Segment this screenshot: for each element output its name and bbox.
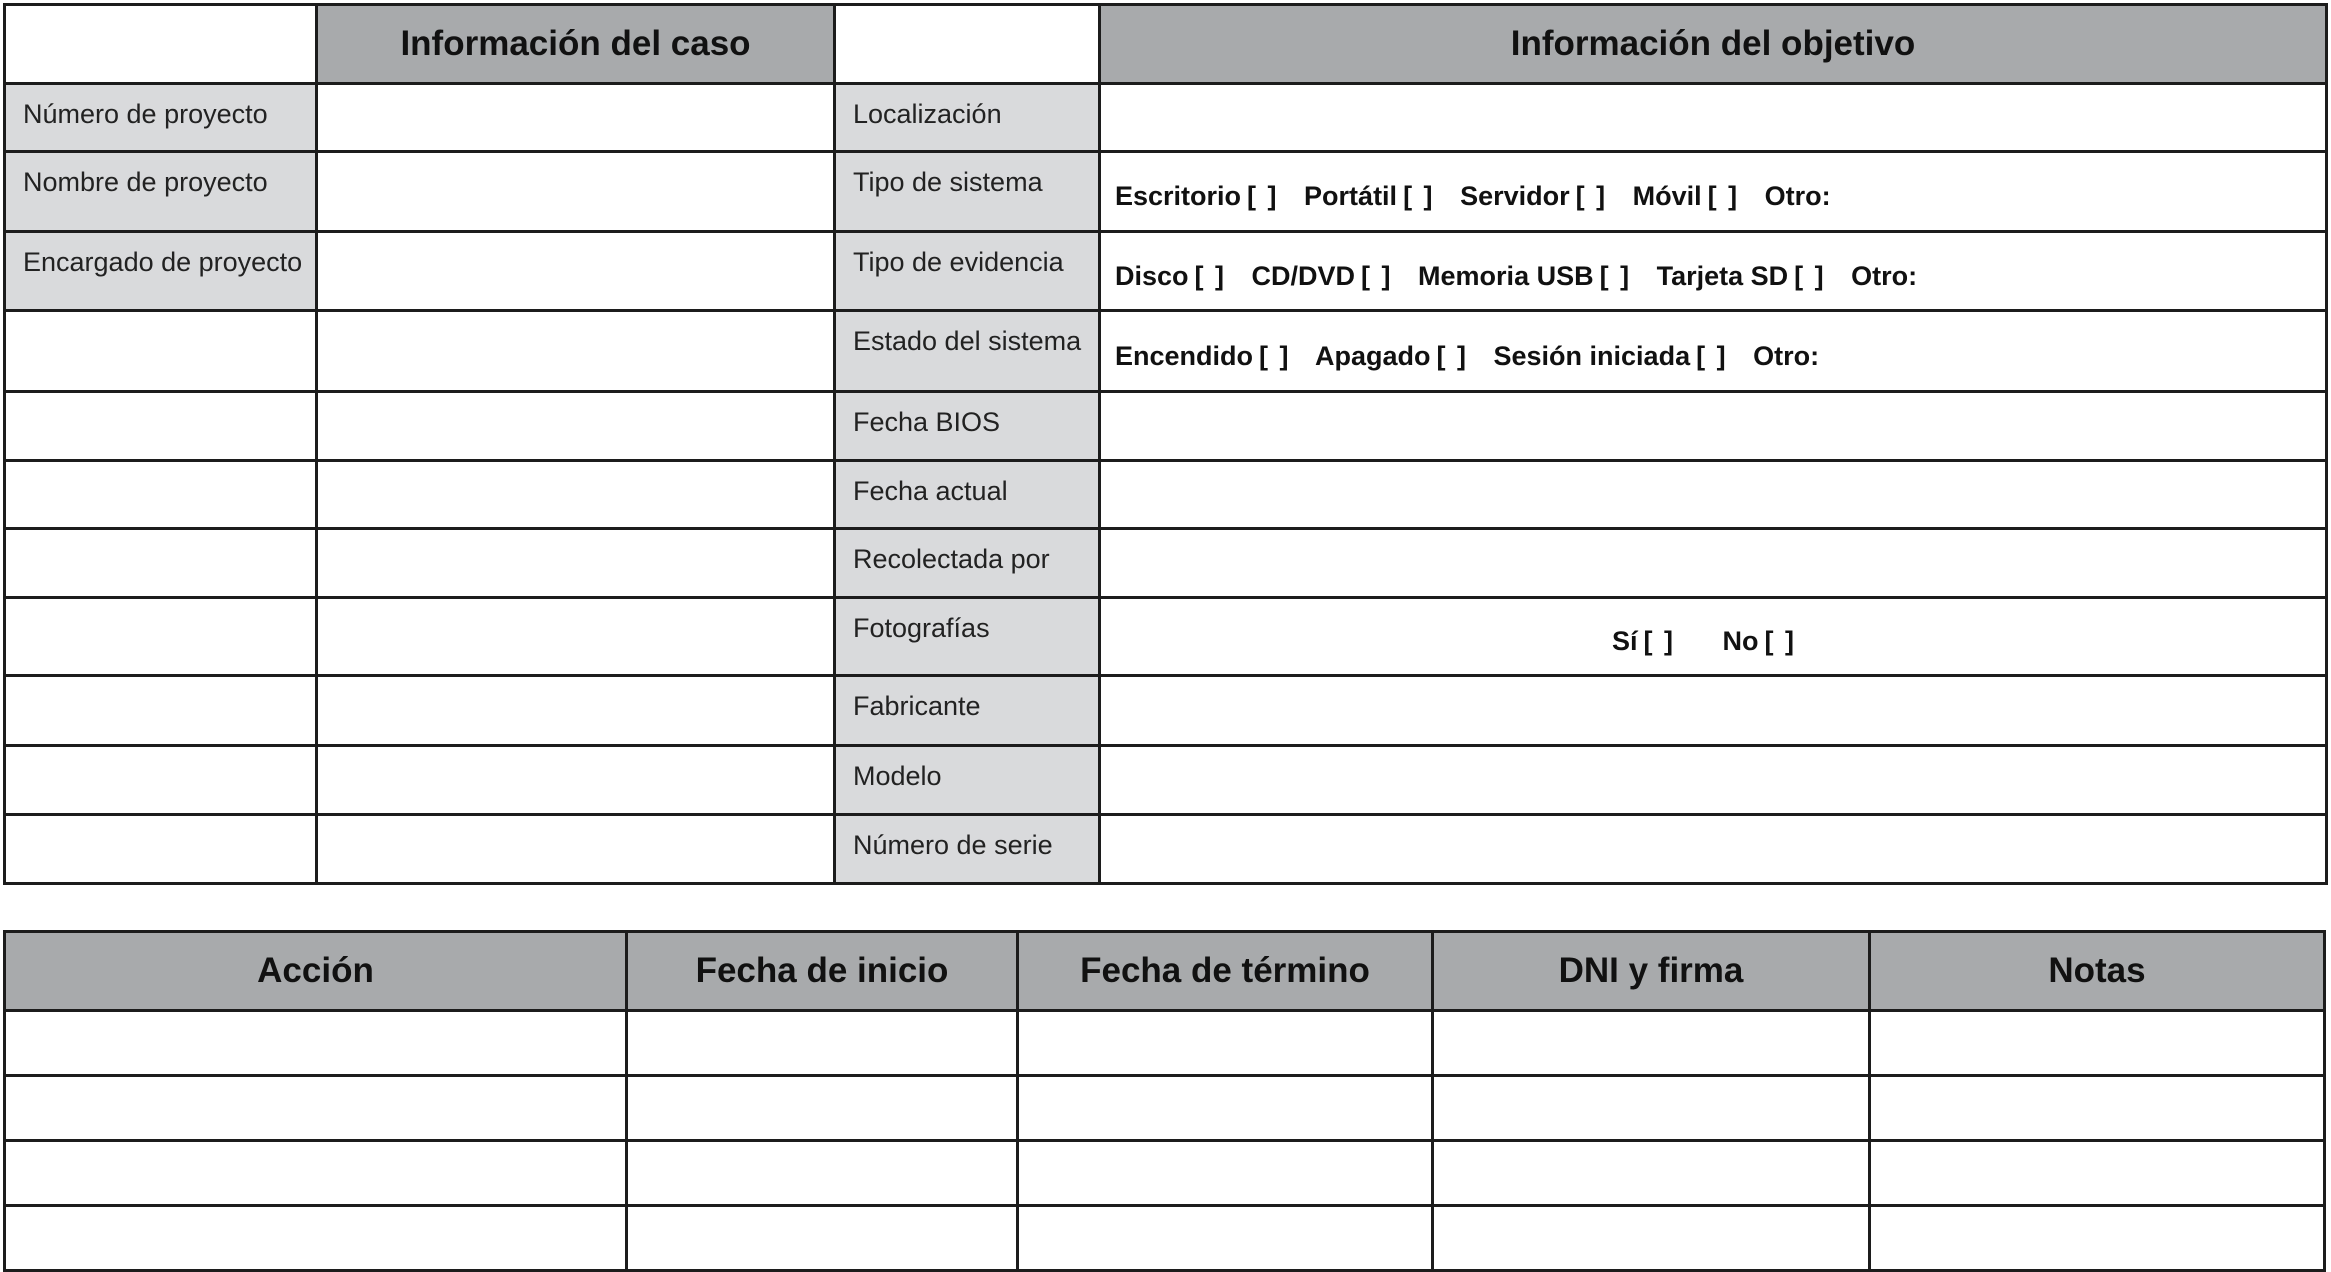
- option-usb-memory[interactable]: Memoria USB [ ]: [1418, 260, 1632, 291]
- option-cd-dvd[interactable]: CD/DVD [ ]: [1251, 260, 1393, 291]
- id-signature-cell[interactable]: [1433, 1206, 1870, 1271]
- checkbox[interactable]: [ ]: [1764, 626, 1796, 656]
- collected-by-field[interactable]: [1100, 529, 2327, 598]
- notes-cell[interactable]: [1870, 1141, 2325, 1206]
- case-blank-label-cell: [5, 311, 317, 392]
- location-field[interactable]: [1100, 84, 2327, 152]
- end-date-cell[interactable]: [1018, 1141, 1433, 1206]
- photographs-label: Fotografías: [835, 598, 1100, 676]
- checkbox[interactable]: [ ]: [1575, 181, 1608, 211]
- option-sd-card[interactable]: Tarjeta SD [ ]: [1656, 260, 1826, 291]
- bios-date-field[interactable]: [1100, 392, 2327, 461]
- case-blank-value-cell[interactable]: [317, 311, 835, 392]
- system-state-label: Estado del sistema: [835, 311, 1100, 392]
- system-type-label: Tipo de sistema: [835, 152, 1100, 232]
- option-powered-on[interactable]: Encendido [ ]: [1115, 340, 1291, 371]
- option-powered-off[interactable]: Apagado [ ]: [1315, 340, 1468, 371]
- project-number-label: Número de proyecto: [5, 84, 317, 152]
- checkbox[interactable]: [ ]: [1643, 626, 1675, 656]
- serial-number-field[interactable]: [1100, 815, 2327, 884]
- option-disk[interactable]: Disco [ ]: [1115, 260, 1227, 291]
- case-blank-label-cell: [5, 598, 317, 676]
- case-blank-value-cell[interactable]: [317, 815, 835, 884]
- option-no[interactable]: No [ ]: [1722, 626, 1796, 656]
- start-date-cell[interactable]: [627, 1011, 1018, 1076]
- option-laptop[interactable]: Portátil [ ]: [1304, 181, 1435, 211]
- option-mobile[interactable]: Móvil [ ]: [1632, 181, 1740, 211]
- target-info-header: Información del objetivo: [1100, 5, 2327, 84]
- model-field[interactable]: [1100, 746, 2327, 815]
- action-header: Acción: [5, 932, 627, 1011]
- option-server[interactable]: Servidor [ ]: [1460, 181, 1608, 211]
- system-state-options: [1100, 311, 2327, 392]
- current-date-label: Fecha actual: [835, 461, 1100, 529]
- start-date-cell[interactable]: [627, 1141, 1018, 1206]
- checkbox[interactable]: [ ]: [1599, 260, 1632, 291]
- other-label: Otro:: [1851, 260, 1918, 291]
- evidence-type-options: [1100, 232, 2327, 311]
- table-row: [5, 1141, 2325, 1206]
- id-signature-header: DNI y firma: [1433, 932, 1870, 1011]
- checkbox[interactable]: [ ]: [1403, 181, 1435, 211]
- project-name-field[interactable]: [317, 152, 835, 232]
- start-date-cell[interactable]: [627, 1206, 1018, 1271]
- case-blank-value-cell[interactable]: [317, 392, 835, 461]
- checkbox[interactable]: [ ]: [1361, 260, 1393, 291]
- project-manager-field[interactable]: [317, 232, 835, 311]
- end-date-cell[interactable]: [1018, 1011, 1433, 1076]
- project-name-label: Nombre de proyecto: [5, 152, 317, 232]
- checkbox[interactable]: [ ]: [1794, 260, 1826, 291]
- case-info-header: Información del caso: [317, 5, 835, 84]
- action-log-table: [3, 930, 2326, 1272]
- case-blank-label-cell: [5, 461, 317, 529]
- system-type-options: [1100, 152, 2327, 232]
- manufacturer-field[interactable]: [1100, 676, 2327, 746]
- corner-blank-cell: [5, 5, 317, 84]
- case-blank-label-cell: [5, 746, 317, 815]
- case-blank-value-cell[interactable]: [317, 461, 835, 529]
- notes-cell[interactable]: [1870, 1206, 2325, 1271]
- middle-blank-cell: [835, 5, 1100, 84]
- model-label: Modelo: [835, 746, 1100, 815]
- checkbox[interactable]: [ ]: [1247, 181, 1279, 211]
- collected-by-label: Recolectada por: [835, 529, 1100, 598]
- project-manager-label: Encargado de proyecto: [5, 232, 317, 311]
- option-session-started[interactable]: Sesión iniciada [ ]: [1493, 340, 1728, 371]
- start-date-header: Fecha de inicio: [627, 932, 1018, 1011]
- location-label: Localización: [835, 84, 1100, 152]
- checkbox[interactable]: [ ]: [1696, 340, 1728, 371]
- other-label: Otro:: [1753, 340, 1820, 371]
- action-cell[interactable]: [5, 1206, 627, 1271]
- start-date-cell[interactable]: [627, 1076, 1018, 1141]
- case-blank-value-cell[interactable]: [317, 746, 835, 815]
- id-signature-cell[interactable]: [1433, 1076, 1870, 1141]
- table-row: [5, 1206, 2325, 1271]
- case-target-form: [3, 3, 2328, 885]
- end-date-cell[interactable]: [1018, 1206, 1433, 1271]
- bios-date-label: Fecha BIOS: [835, 392, 1100, 461]
- checkbox[interactable]: [ ]: [1436, 340, 1468, 371]
- action-cell[interactable]: [5, 1011, 627, 1076]
- option-desktop[interactable]: Escritorio [ ]: [1115, 181, 1279, 211]
- evidence-type-label: Tipo de evidencia: [835, 232, 1100, 311]
- checkbox[interactable]: [ ]: [1259, 340, 1291, 371]
- project-number-field[interactable]: [317, 84, 835, 152]
- checkbox[interactable]: [ ]: [1707, 181, 1740, 211]
- id-signature-cell[interactable]: [1433, 1141, 1870, 1206]
- end-date-header: Fecha de término: [1018, 932, 1433, 1011]
- case-blank-label-cell: [5, 392, 317, 461]
- notes-cell[interactable]: [1870, 1076, 2325, 1141]
- id-signature-cell[interactable]: [1433, 1011, 1870, 1076]
- checkbox[interactable]: [ ]: [1194, 260, 1227, 291]
- other-label: Otro:: [1764, 181, 1831, 211]
- notes-header: Notas: [1870, 932, 2325, 1011]
- table-row: [5, 1076, 2325, 1141]
- serial-number-label: Número de serie: [835, 815, 1100, 884]
- manufacturer-label: Fabricante: [835, 676, 1100, 746]
- case-blank-label-cell: [5, 815, 317, 884]
- option-yes[interactable]: Sí [ ]: [1612, 626, 1675, 656]
- table-row: [5, 1011, 2325, 1076]
- action-cell[interactable]: [5, 1141, 627, 1206]
- case-blank-value-cell[interactable]: [317, 676, 835, 746]
- case-blank-value-cell[interactable]: [317, 529, 835, 598]
- action-cell[interactable]: [5, 1076, 627, 1141]
- case-blank-label-cell: [5, 676, 317, 746]
- case-blank-label-cell: [5, 529, 317, 598]
- photographs-options: [1100, 598, 2327, 676]
- current-date-field[interactable]: [1100, 461, 2327, 529]
- case-blank-value-cell[interactable]: [317, 598, 835, 676]
- notes-cell[interactable]: [1870, 1011, 2325, 1076]
- end-date-cell[interactable]: [1018, 1076, 1433, 1141]
